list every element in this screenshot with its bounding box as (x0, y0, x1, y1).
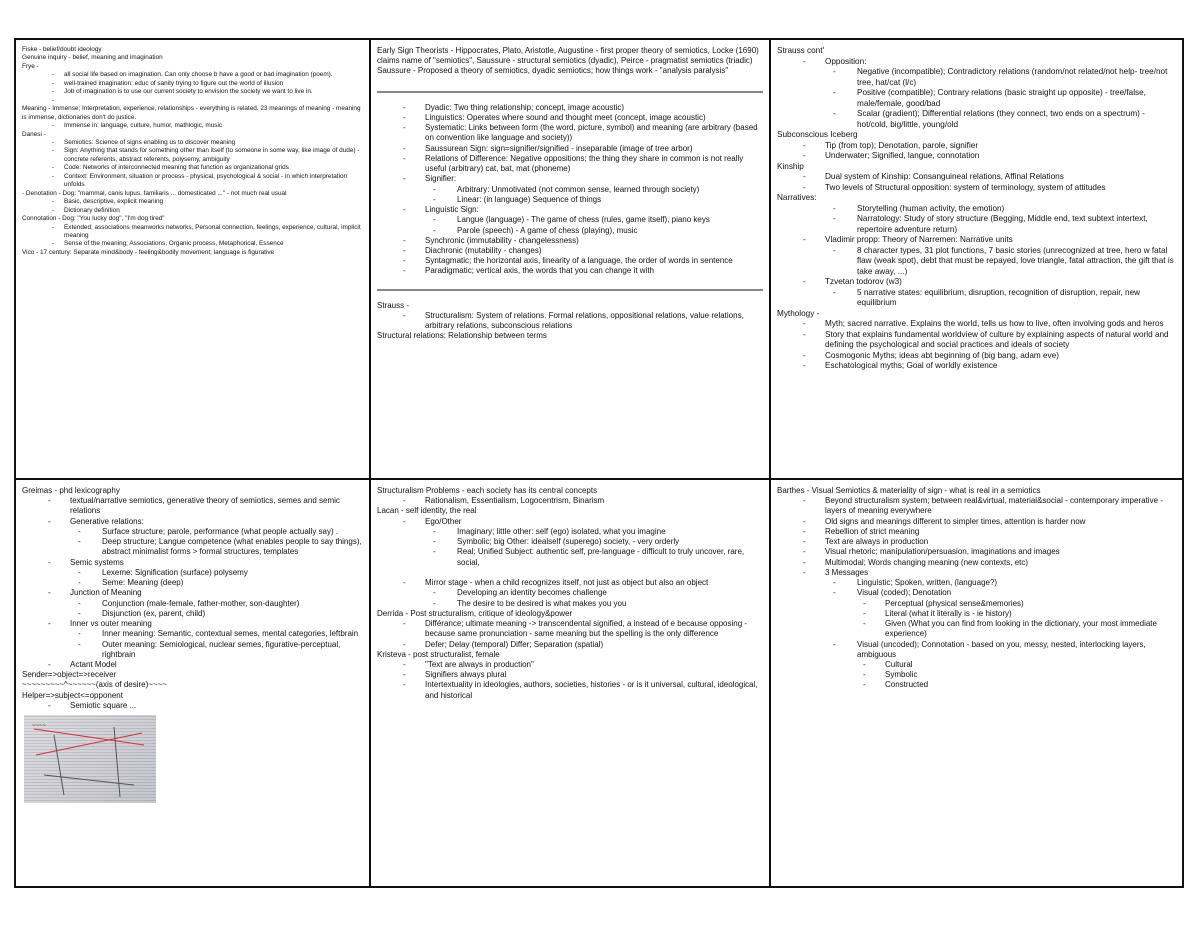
note-line: - well-trained imagination: educ of sanity trying to figure out the world of illusion (22, 80, 363, 88)
note-line: - 5 narrative states: equilibrium, disruption, recognition of disruption, repair, new equilibrium (777, 288, 1176, 309)
note-line: Connotation - Dog: "You lucky dog", "I'm dog tired" (22, 215, 165, 223)
note-line: - Perceptual (physical sense&memories) (777, 599, 1176, 609)
note-line: - Multimodal; Words changing meaning (new contexts, etc) (777, 558, 1176, 568)
note-line: - Basic, descriptive, explicit meaning (22, 198, 363, 206)
note-line: - all social life based on imagination. Can only choose b have a good or bad imagination (poem). (22, 71, 363, 79)
note-line: - Generative relations: (22, 517, 363, 527)
note-line: - Extended; associations meanworks networks, Personal connection, feelings, experience, cultural, implicit meaning (22, 224, 363, 241)
note-line: - Narratology: Study of story structure (Begging, Middle end, text subtext intertext, repertoire adventure return) (777, 214, 1176, 235)
note-line (22, 97, 363, 105)
note-line: - Intertextuality in ideologies, authors, societies, histories - or is it universal, cultural, ideological, and historical (377, 680, 763, 700)
note-line: - Eschatological myths; Goal of worldly existence (777, 361, 1176, 372)
section-divider (377, 91, 763, 93)
note-line: Structuralism Problems - each society has its central concepts (377, 486, 598, 495)
note-line: Fiske - belief/doubt ideology (22, 46, 102, 53)
cell-early-sign-theorists (371, 40, 771, 480)
section-list (377, 301, 763, 342)
note-line: - Semic systems (22, 558, 363, 568)
note-line: - Symbolic (777, 670, 1176, 680)
cell-greimas (16, 480, 371, 886)
note-line: - Sense of the meaning; Associations, Organic process, Metaphorical, Essence (22, 240, 363, 248)
note-line: - Developing an identity becomes challenge (377, 588, 763, 598)
note-line: - Story that explains fundamental worldview of culture by explaining aspects of natural world and defining the psychological and social practices and ideals of society (777, 330, 1176, 351)
note-line: - Synchronic (immutability - changelessness) (377, 236, 763, 246)
note-line: - Ego/Other (377, 517, 763, 527)
note-line: ~~~~~~~~~^~~~~~~(axis of desire)~~~~ (22, 680, 167, 690)
note-line: - Myth; sacred narrative. Explains the world, tells us how to live, often involving gods and heros (777, 319, 1176, 330)
note-line: - Tip (from top); Denotation, parole, signifier (777, 141, 1176, 152)
note-line: - Positive (compatible); Contrary relations (basic straight up opposite) - tree/false, male/female, good/bad (777, 88, 1176, 109)
note-line: - Text are always in production (777, 537, 1176, 547)
note-line: - Tzvetan todorov (w3) (777, 277, 1176, 288)
note-line: - Junction of Meaning (22, 588, 363, 598)
note-line: - Conjunction (male-female, father-mother, son-daughter) (22, 599, 363, 609)
note-line: - Actant Model (22, 660, 363, 670)
note-line: Frye - (22, 62, 39, 70)
note-line: - Semiotics: Science of signs enabling us to discover meaning (22, 139, 363, 147)
note-line: - Literal (what it literally is - ie history) (777, 609, 1176, 619)
cell-structuralism-problems (371, 480, 771, 886)
note-line: - Beyond structuralism system; between real&virtual, material&social - contemporary imperative - layers of meaning everywhere (777, 496, 1176, 516)
semiotic-square-photo (24, 715, 156, 803)
note-line: - Real; Unified Subject: authentic self, pre-language - difficult to truly uncover, rare, social, (377, 547, 763, 567)
note-line: Meaning - Immense; Interpretation, experience, relationships - everything is related. 23 meanings of meaning - meaning is immense, dictionaries don't do justice. (22, 105, 361, 121)
note-line: - Mirror stage - when a child recognizes itself, not just as object but also an object (377, 578, 763, 588)
note-line: - Paradigmatic; vertical axis, the words that you can change it with (377, 266, 763, 276)
note-line: - Relations of Difference: Negative oppositions; the thing they share in common is not really useful (arbitrary) cat, bat, mat (phoneme) (377, 154, 763, 174)
section-list (377, 486, 763, 701)
note-line: - 3 Messages (777, 568, 1176, 578)
note-line: Subconscious Iceberg (777, 130, 858, 139)
note-line: - Lexeme: Signification (surface) polysemy (22, 568, 363, 578)
note-line: - Langue (language) - The game of chess (rules, game itself), piano keys (377, 215, 763, 225)
note-line: Mythology - (777, 308, 820, 318)
note-line: - The desire to be desired is what makes you you (377, 599, 763, 609)
section-list (777, 46, 1176, 372)
note-line: - Symbolic; big Other: idealself (superego) society, - very orderly (377, 537, 763, 547)
note-line (377, 568, 763, 578)
note-line: - Outer meaning: Semiological, nuclear semes, figurative-perceptual, rightbrain (22, 640, 363, 660)
note-line: - Différance; ultimate meaning -> transcendental signified, a instead of e because opposing - because same pronunciation - same meaning but the spelling is the only difference (377, 619, 763, 639)
note-line: - Systematic: Links between form (the word, picture, symbol) and meaning (are arbitrary (based on convention like language and society)) (377, 123, 763, 143)
note-line: - Semiotic square ... (22, 701, 363, 711)
note-line: Genuine inquiry - belief, meaning and imagination (22, 54, 163, 62)
note-line: - Linguistics: Operates where sound and thought meet (concept, image acoustic) (377, 113, 763, 123)
note-line: Sender=>object=>receiver (22, 670, 117, 680)
note-line: - Context: Environment, situation or process - physical, psychological & social - in which interpretation unfolds (22, 173, 363, 190)
note-line: - Inner meaning: Semantic, contextual semes, mental categories, leftbrain (22, 629, 363, 639)
note-line: Helper=>subject<=opponent (22, 690, 123, 700)
note-line: - Cosmogonic Myths; ideas abt beginning of (big bang, adam eve) (777, 351, 1176, 362)
semiotic-square-sketch (24, 715, 156, 803)
cheat-sheet-grid (14, 38, 1184, 888)
section-list (777, 486, 1176, 691)
note-line: Vico - 17 century: Separate mind&body - feeling&bodily movement; language is figurative (22, 248, 275, 256)
note-line: - Given (What you can find from looking in the dictionary, your most immediate experience) (777, 619, 1176, 639)
note-line: Strauss cont' (777, 46, 825, 55)
note-line: - Signifier: (377, 174, 763, 184)
note-line: - Negative (incompatible); Contradictory relations (random/not related/not help- tree/not tree, hat/cat (l/c) (777, 67, 1176, 88)
section-list (22, 46, 363, 257)
note-line: - Linear: (in language) Sequence of things (377, 195, 763, 205)
note-line: - Linguistic Sign: (377, 205, 763, 215)
note-line: Greimas - phd lexicography (22, 486, 120, 495)
note-line: - Signifiers always plural (377, 670, 763, 680)
note-line: - Code: Networks of interconnected meaning that function as organizational grids (22, 164, 363, 172)
note-line: - Visual (coded); Denotation (777, 588, 1176, 598)
note-line: Kristeva - post structuralist, female (377, 649, 500, 659)
note-line: Derrida - Post structuralism, critique of ideology&power (377, 608, 573, 618)
note-line: Danesi - (22, 130, 46, 138)
note-line: Structural relations: Relationship between terms (377, 331, 547, 341)
note-line: Kinship (777, 161, 804, 171)
note-line: - Old signs and meanings different to simpler times, attention is harder now (777, 517, 1176, 527)
note-line: - Syntagmatic; the horizontal axis, linearity of a language, the order of words in sentence (377, 256, 763, 266)
cell-fiske-frye-danesi (16, 40, 371, 480)
note-line: - Surface structure; parole, performance (what people actually say) . (22, 527, 363, 537)
note-line: - Cultural (777, 660, 1176, 670)
note-line: - Rationalism, Essentialism, Logocentrism, Binarism (377, 496, 763, 506)
note-line: - Linguistic; Spoken, written, (language?) (777, 578, 1176, 588)
cell-strauss-cont (771, 40, 1182, 480)
note-line: - textual/narrative semiotics, generative theory of semiotics, semes and semic relations (22, 496, 363, 516)
note-line: - Parole (speech) - A game of chess (playing), music (377, 226, 763, 236)
section-list (377, 103, 763, 277)
note-line: - Dyadic: Two thing relationship; concept, image acoustic) (377, 103, 763, 113)
note-line: - Sign: Anything that stands for something other than itself (to someone in some way, like image of dude) - concrete referents, abstract referents, polysemy, ambiguity (22, 147, 363, 164)
note-line: - Diachronic (mutability - changes) (377, 246, 763, 256)
note-line: - "Text are always in production" (377, 660, 763, 670)
note-line: - Vladimir propp: Theory of Narremen: Narrative units (777, 235, 1176, 246)
note-line: Barthes - Visual Semiotics & materiality of sign - what is real in a semiotics (777, 486, 1041, 495)
note-line: - Deep structure; Langue competence (what enables people to say things), abstract minimalist forms > formal structures, templates (22, 537, 363, 557)
note-line: - Arbitrary: Unmotivated (not common sense, learned through society) (377, 185, 763, 195)
note-line: - Scalar (gradient); Differential relations (they connect, two ends on a spectrum) - hot/cold, big/little, young/old (777, 109, 1176, 130)
section-divider (377, 289, 763, 291)
note-line: Lacan - self identity, the real (377, 506, 477, 516)
section-list (22, 486, 363, 711)
note-line: - Dual system of Kinship: Consanguineal relations, Affinal Relations (777, 172, 1176, 183)
note-line: - Underwater; Signified, langue, connotation (777, 151, 1176, 162)
note-line: - Visual rhetoric; manipulation/persuasion, imaginations and images (777, 547, 1176, 557)
note-line: Strauss - (377, 300, 410, 310)
note-line: - Inner vs outer meaning (22, 619, 363, 629)
note-line: - Constructed (777, 680, 1176, 690)
svg-text:~~~~: ~~~~ (32, 723, 47, 730)
note-line: - Denotation - Dog: "mammal, canis lupus, familiaris ... domesticated ..." - not much real usual (22, 189, 287, 197)
note-line: - Immense in: language, culture, humor, mathlogic, music (22, 122, 363, 130)
intro-paragraph: Early Sign Theorists - Hippocrates, Plato, Aristotle, Augustine - first proper theory of semiotics, Locke (1690) claims name of "semiotics", Saussure - structural semiotics (dyadic), Peirce - pragmatist semiotics (triadic) Saussure - Proposed a theory of semiotics, dyadic semiotics; how things work - "analysis paralysis" (377, 46, 759, 76)
note-line: - Opposition: (777, 57, 1176, 68)
note-line: - 8 character types, 31 plot functions, 7 basic stories (unrecognized at tree, hero w fatal flaw (weak spot), debt that must be repayed, love triangle, fatal attraction, the gift that is take away, ...) (777, 246, 1176, 278)
note-line: - Structuralism: System of relations. Formal relations, oppositional relations, value relations, arbitrary relations, subconscious relations (377, 311, 763, 331)
note-line: - Imaginary; little other: self (ego) isolated, what you imagine (377, 527, 763, 537)
note-line: - Visual (uncoded); Connotation - based on you, messy, nested, interlocking layers, ambiguous (777, 640, 1176, 660)
cell-barthes (771, 480, 1182, 886)
note-line: - Saussurean Sign: sign=signifier/signified - inseparable (image of tree arbor) (377, 144, 763, 154)
note-line: - Dictionary definition (22, 207, 363, 215)
note-line: - Rebellion of strict meaning (777, 527, 1176, 537)
note-line: - Seme: Meaning (deep) (22, 578, 363, 588)
note-line: Narratives: (777, 193, 817, 202)
note-line: - Job of imagination is to use our current society to envision the society we want to live in. (22, 88, 363, 96)
note-line: - Defer; Delay (temporal) Differ; Separation (spatial) (377, 640, 763, 650)
note-line: - Two levels of Structural opposition: system of terminology, system of attitudes (777, 183, 1176, 194)
note-line: - Disjunction (ex, parent, child) (22, 609, 363, 619)
note-line: - Storytelling (human activity, the emotion) (777, 204, 1176, 215)
